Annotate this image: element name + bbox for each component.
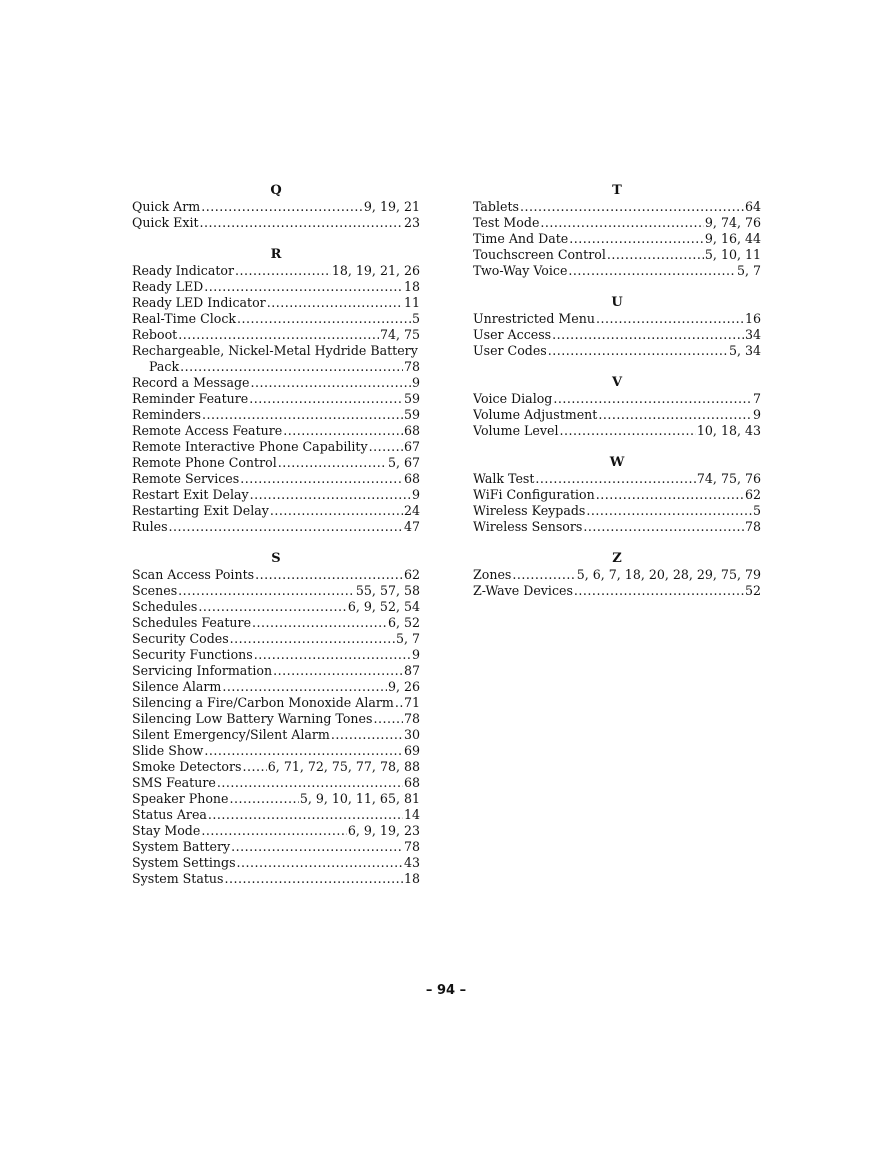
dot-leader [267,295,403,311]
entry-pages: 62 [403,567,420,582]
entry-term: Silencing Low Battery Warning Tones [132,711,373,726]
entry-term: Real-Time Clock [132,311,237,326]
entry-term: Remote Interactive Phone Capability [132,439,368,454]
index-entry [473,487,761,503]
entry-pages: 6, 71, 72, 75, 77, 78, 88 [267,759,420,774]
index-entry [132,215,420,231]
entry-term: Test Mode [473,215,540,230]
index-entry [132,679,420,695]
entry-term: Reminders [132,407,202,422]
index-entry [132,567,420,583]
index-entry [132,695,420,711]
index-entry [132,871,420,887]
dot-leader [200,215,403,231]
entry-pages: 55, 57, 58 [355,583,420,598]
index-entry [132,439,420,455]
entry-pages: 7 [752,391,761,406]
dot-leader [574,583,744,599]
entry-term: Wireless Keypads [473,503,586,518]
dot-leader [607,247,704,263]
section-letter: U [611,295,623,310]
dot-leader [535,471,695,487]
dot-leader [395,695,403,711]
index-entry [473,327,761,343]
entry-pages: 69 [403,743,420,758]
entry-pages: 11 [403,295,420,310]
entry-term: Rules [132,519,168,534]
entry-pages: 71 [403,695,420,710]
index-entry [132,775,420,791]
entry-term: Scan Access Points [132,567,255,582]
entry-term: Restarting Exit Delay [132,503,269,518]
dot-leader [237,311,411,327]
section-letter: V [611,375,623,390]
dot-leader [373,711,403,727]
entry-term: Tablets [473,199,519,214]
index-section [473,375,761,439]
index-entry [473,407,761,423]
index-column-right [473,183,761,615]
dot-leader [231,839,403,855]
entry-pages: 5, 10, 11 [704,247,761,262]
entry-pages: 87 [403,663,420,678]
entry-pages: 9, 16, 44 [704,231,761,246]
dot-leader [201,199,363,215]
dot-leader [598,407,752,423]
index-entry [132,455,420,471]
dot-leader [178,583,355,599]
section-letter: S [271,551,281,566]
index-entry [132,583,420,599]
entry-term: Z-Wave Devices [473,583,573,598]
entry-pages: 68 [403,423,420,438]
entry-term: Volume Level [473,423,559,438]
entry-term: Ready LED [132,279,204,294]
entry-term: System Settings [132,855,236,870]
index-entry [132,279,420,295]
entry-pages: 16 [744,311,761,326]
entry-pages: 18, 19, 21, 26 [331,263,420,278]
entry-term: Quick Arm [132,199,201,214]
entry-term: Security Functions [132,647,253,662]
index-entry [132,375,420,391]
dot-leader [249,391,403,407]
entry-continuation [132,359,420,375]
dot-leader [217,775,403,791]
entry-term: Remote Services [132,471,240,486]
index-entry [132,647,420,663]
entry-term: Silencing a Fire/Carbon Monoxide Alarm [132,695,394,710]
entry-term-continued: Pack [149,359,180,374]
index-entry [132,263,420,279]
section-letter: Z [612,551,622,566]
dot-leader [512,567,575,583]
index-section [473,295,761,359]
entry-pages: 5 [411,311,420,326]
index-section [473,551,761,599]
index-entry [132,311,420,327]
dot-leader [237,855,403,871]
index-entry [132,599,420,615]
entry-pages: 59 [403,407,420,422]
entry-pages: 9, 26 [387,679,420,694]
index-entry [473,583,761,599]
index-entry [132,791,420,807]
index-entry [132,759,420,775]
dot-leader [552,327,744,343]
dot-leader [254,647,411,663]
index-entry [473,503,761,519]
entry-pages: 5, 34 [728,343,761,358]
index-section [132,551,420,887]
entry-term: Stay Mode [132,823,201,838]
entry-term: Rechargeable, Nickel-Metal Hydride Battery [132,343,418,358]
entry-pages: 9, 74, 76 [704,215,761,230]
dot-leader [569,231,704,247]
index-entry [132,391,420,407]
entry-term: Status Area [132,807,207,822]
entry-pages: 34 [744,327,761,342]
entry-pages: 9 [411,375,420,390]
dot-leader [568,263,736,279]
entry-pages: 18 [403,871,420,886]
dot-leader [250,375,411,391]
dot-leader [559,423,695,439]
dot-leader [583,519,744,535]
index-entry [473,423,761,439]
index-entry [132,727,420,743]
index-entry [132,343,420,375]
entry-term: Remote Access Feature [132,423,283,438]
index-entry [132,855,420,871]
section-letter: W [609,455,625,470]
dot-leader [270,503,403,519]
index-entry [473,343,761,359]
entry-pages: 68 [403,471,420,486]
entry-pages: 6, 52 [387,615,420,630]
entry-term: Restart Exit Delay [132,487,249,502]
entry-term: Silent Emergency/Silent Alarm [132,727,330,742]
entry-term: Time And Date [473,231,569,246]
entry-pages: 14 [403,807,420,822]
entry-pages: 67 [403,439,420,454]
dot-leader [169,519,403,535]
dot-leader [204,279,403,295]
entry-pages: 43 [403,855,420,870]
index-entry [473,567,761,583]
dot-leader [230,791,299,807]
dot-leader [553,391,752,407]
index-entry [473,391,761,407]
index-entry [132,471,420,487]
entry-pages: 5, 6, 7, 18, 20, 28, 29, 75, 79 [576,567,761,582]
dot-leader [596,311,744,327]
index-entry [132,839,420,855]
entry-term: Zones [473,567,512,582]
entry-pages: 30 [403,727,420,742]
entry-pages: 5 [752,503,761,518]
index-entry [132,663,420,679]
section-letter: T [612,183,622,198]
index-entry [132,295,420,311]
entry-pages: 5, 7 [395,631,420,646]
index-entry [473,247,761,263]
entry-term: Reminder Feature [132,391,249,406]
index-entry [132,327,420,343]
dot-leader [204,743,403,759]
index-entry [473,215,761,231]
index-entry [473,471,761,487]
entry-pages: 5, 9, 10, 11, 65, 81 [299,791,420,806]
index-entry [132,711,420,727]
entry-term: User Codes [473,343,547,358]
entry-term: Reboot [132,327,178,342]
dot-leader [208,807,403,823]
dot-leader [278,455,387,471]
entry-term: Ready Indicator [132,263,235,278]
entry-term: Record a Message [132,375,250,390]
dot-leader [548,343,728,359]
entry-term: Quick Exit [132,215,199,230]
entry-term: Schedules Feature [132,615,252,630]
entry-term: Remote Phone Control [132,455,277,470]
entry-term: Servicing Information [132,663,273,678]
entry-pages: 78 [403,711,420,726]
dot-leader [369,439,403,455]
entry-term: Touchscreen Control [473,247,606,262]
entry-term: System Status [132,871,224,886]
dot-leader [520,199,744,215]
index-entry [132,199,420,215]
entry-term: Volume Adjustment [473,407,598,422]
entry-pages: 52 [744,583,761,598]
entry-pages: 9 [411,487,420,502]
index-entry [132,631,420,647]
entry-term: Unrestricted Menu [473,311,595,326]
entry-term: Walk Test [473,471,535,486]
page-number: – 94 – [425,983,467,998]
entry-pages: 59 [403,391,420,406]
index-entry [473,263,761,279]
entry-pages: 68 [403,775,420,790]
index-entry [132,487,420,503]
entry-pages: 24 [403,503,420,518]
entry-pages: 5, 67 [387,455,420,470]
entry-pages: 5, 7 [736,263,761,278]
entry-pages: 47 [403,519,420,534]
index-entry [132,743,420,759]
entry-term: SMS Feature [132,775,216,790]
entry-term: Smoke Detectors [132,759,242,774]
dot-leader [255,567,403,583]
index-section [132,183,420,231]
index-entry [132,407,420,423]
dot-leader [273,663,403,679]
dot-leader [230,631,395,647]
entry-pages: 18 [403,279,420,294]
entry-pages: 9, 19, 21 [363,199,420,214]
entry-pages: 9 [411,647,420,662]
index-section [132,247,420,535]
entry-term: User Access [473,327,552,342]
index-entry [473,231,761,247]
entry-term: Two-Way Voice [473,263,568,278]
entry-pages: 62 [744,487,761,502]
index-entry [132,615,420,631]
dot-leader [242,759,266,775]
dot-leader [180,359,403,375]
entry-term: Wireless Sensors [473,519,583,534]
entry-term: Scenes [132,583,178,598]
entry-term: System Battery [132,839,231,854]
entry-pages: 74, 75, 76 [696,471,761,486]
dot-leader [222,679,387,695]
dot-leader [331,727,403,743]
entry-pages: 23 [403,215,420,230]
entry-pages: 74, 75 [379,327,420,342]
entry-pages: 10, 18, 43 [696,423,761,438]
entry-pages: 6, 9, 52, 54 [347,599,420,614]
index-section [473,183,761,279]
index-column-left [132,183,420,903]
entry-pages: 78 [744,519,761,534]
entry-term: Schedules [132,599,198,614]
dot-leader [202,407,403,423]
dot-leader [201,823,347,839]
dot-leader [240,471,403,487]
dot-leader [596,487,744,503]
entry-term: Speaker Phone [132,791,229,806]
section-letter: R [270,247,282,262]
index-entry [132,503,420,519]
entry-pages: 6, 9, 19, 23 [347,823,420,838]
index-entry [473,519,761,535]
dot-leader [540,215,704,231]
entry-term: Slide Show [132,743,204,758]
entry-term: Silence Alarm [132,679,222,694]
entry-term: Voice Dialog [473,391,553,406]
index-entry [132,519,420,535]
index-entry [473,311,761,327]
section-letter: Q [270,183,282,198]
entry-pages: 78 [403,839,420,854]
dot-leader [250,487,411,503]
index-entry [473,199,761,215]
entry-pages: 78 [403,359,420,374]
entry-term: Security Codes [132,631,229,646]
entry-term: Ready LED Indicator [132,295,266,310]
dot-leader [252,615,387,631]
index-section [473,455,761,535]
entry-pages: 9 [752,407,761,422]
dot-leader [225,871,403,887]
index-entry [132,823,420,839]
dot-leader [586,503,752,519]
dot-leader [283,423,403,439]
dot-leader [235,263,331,279]
index-entry [132,807,420,823]
entry-term: WiFi Configuration [473,487,595,502]
dot-leader [198,599,347,615]
entry-pages: 64 [744,199,761,214]
index-entry [132,423,420,439]
dot-leader [178,327,379,343]
